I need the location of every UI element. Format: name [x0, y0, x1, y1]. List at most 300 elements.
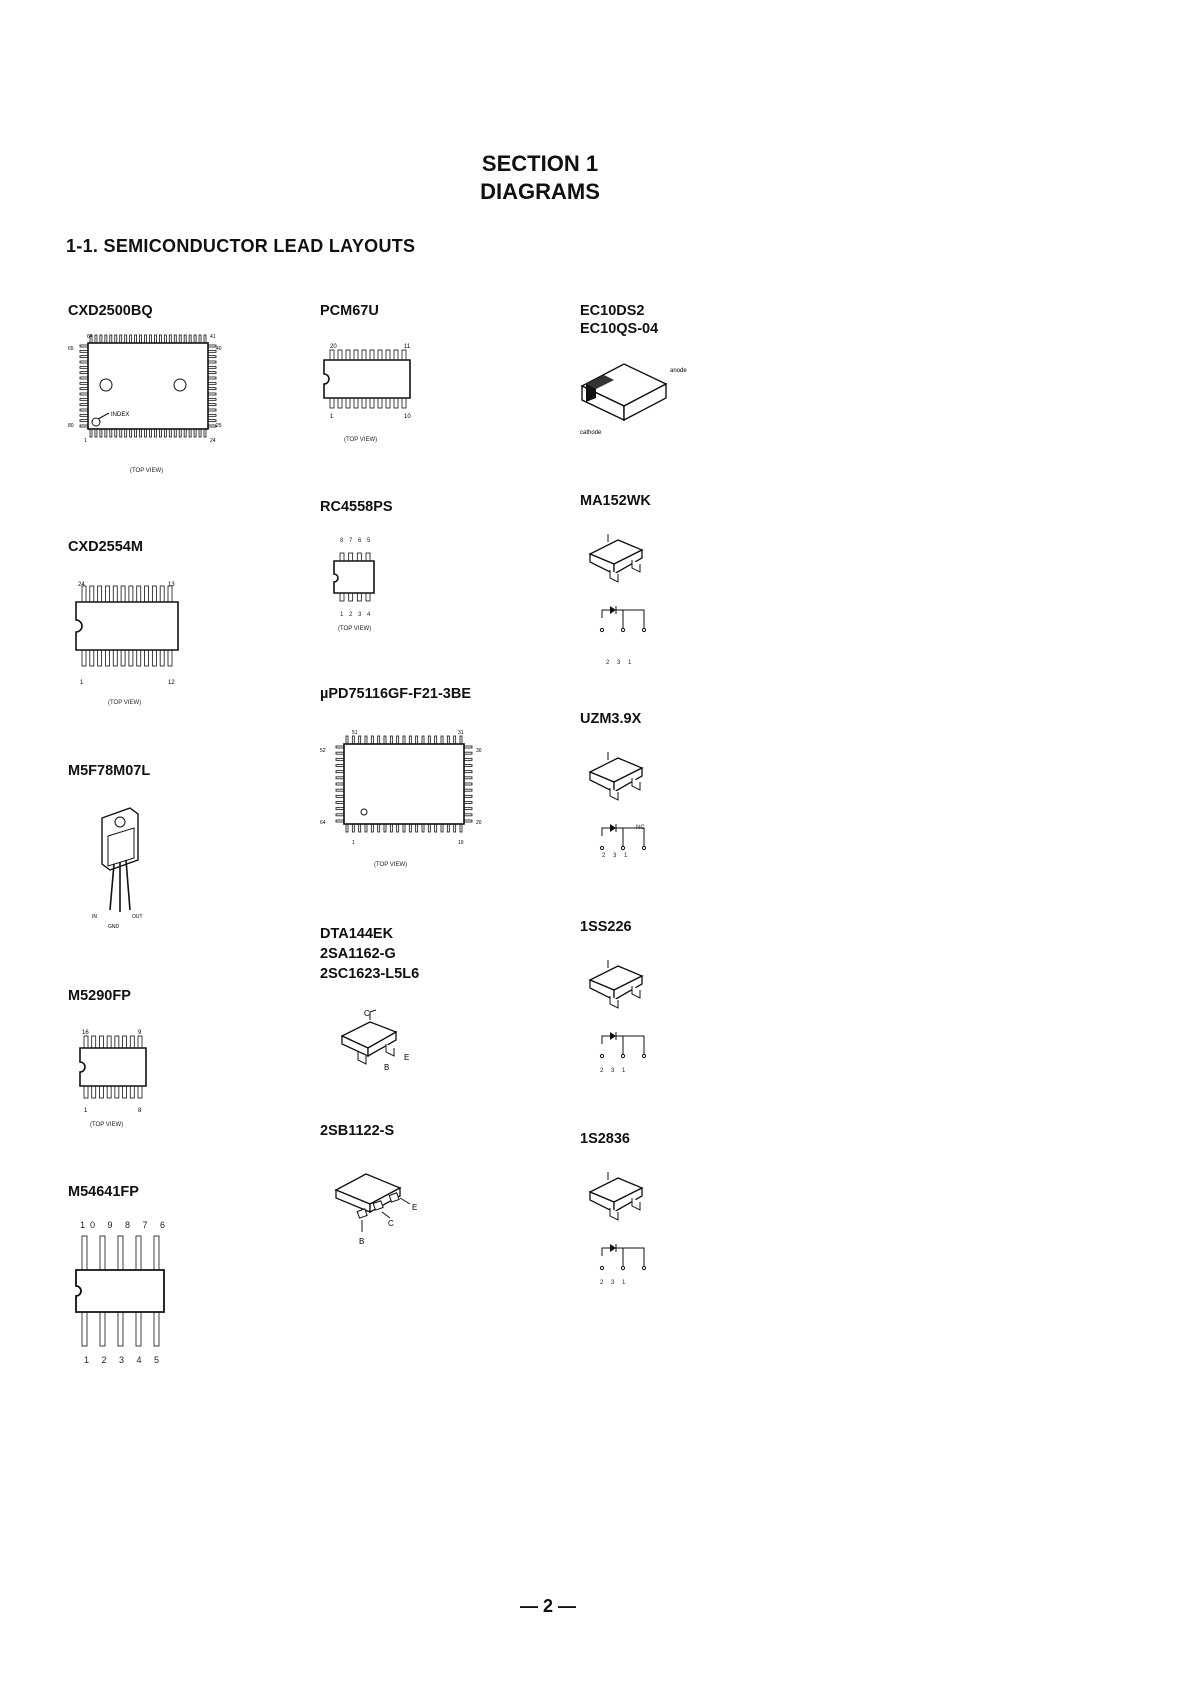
pin [378, 398, 382, 408]
pin [82, 650, 86, 666]
pin-label: 80 [68, 423, 74, 429]
pin [152, 586, 156, 602]
pin [454, 736, 456, 744]
pin [80, 398, 88, 400]
pin [397, 824, 399, 832]
ma152wk-sot23-diagram [588, 530, 678, 670]
pin [340, 593, 344, 601]
pin [378, 350, 382, 360]
pin [402, 350, 406, 360]
pin-label: E [412, 1203, 418, 1212]
pin [352, 736, 354, 744]
pin [121, 650, 125, 666]
pin [464, 752, 472, 754]
pin-numbers-bottom: 1 2 3 4 5 [84, 1355, 165, 1365]
part-label-cxd2554m: CXD2554M [68, 539, 143, 555]
pin [120, 429, 122, 437]
pin [208, 388, 216, 390]
m5f78m07l-to220-diagram [90, 800, 160, 930]
pin [394, 398, 398, 408]
pin [378, 824, 380, 832]
pin [354, 350, 358, 360]
pin [352, 824, 354, 832]
m54641fp-sop-diagram [72, 1232, 172, 1356]
pin [99, 1086, 103, 1098]
pin [107, 1036, 111, 1048]
pin [80, 414, 88, 416]
pin [82, 1236, 87, 1270]
pin [92, 1086, 96, 1098]
pin [346, 350, 350, 360]
pin [84, 1036, 88, 1048]
pin [208, 409, 216, 411]
ec10ds2-diode-diagram [580, 356, 690, 436]
pin [115, 1036, 119, 1048]
pin [130, 1036, 134, 1048]
pin [174, 429, 176, 437]
pin [208, 366, 216, 368]
pin [110, 429, 112, 437]
pin-label: GND [108, 924, 120, 930]
pin-label: 8 [138, 1108, 142, 1114]
pin [336, 765, 344, 767]
pin [365, 736, 367, 744]
schematic-pins: 2 3 1 [602, 853, 631, 859]
pin [208, 414, 216, 416]
schematic-pins: 2 3 1 [600, 1280, 629, 1286]
pin-label: 25 [216, 423, 222, 429]
pin [366, 553, 370, 561]
pin [184, 429, 186, 437]
section-title: SECTION 1 [481, 151, 599, 176]
pin [384, 736, 386, 744]
pin [189, 335, 191, 343]
pin [136, 1312, 141, 1346]
pin [100, 429, 102, 437]
pin [370, 350, 374, 360]
pin [464, 808, 472, 810]
pin [362, 398, 366, 408]
pin-label: 30 [476, 748, 482, 754]
pin [464, 746, 472, 748]
pin-label: 20 [330, 344, 337, 350]
pin [354, 398, 358, 408]
pin [336, 808, 344, 810]
pin [208, 350, 216, 352]
part-label-pcm67u: PCM67U [320, 303, 379, 319]
pin [80, 388, 88, 390]
pin [204, 429, 206, 437]
pin [199, 335, 201, 343]
part-label-dta144ek: DTA144EK [320, 926, 394, 942]
pin [80, 350, 88, 352]
pin [129, 650, 133, 666]
schematic-pins: 2 3 1 [600, 1068, 629, 1074]
pin [371, 736, 373, 744]
1s2836-sot23-diagram [588, 1168, 678, 1292]
pin-label: 41 [210, 334, 216, 340]
pin [464, 789, 472, 791]
pin [340, 553, 344, 561]
pin [359, 736, 361, 744]
part-label-m54641fp: M54641FP [68, 1184, 139, 1200]
pin [125, 335, 127, 343]
pin [336, 820, 344, 822]
pin [370, 398, 374, 408]
pin [208, 382, 216, 384]
pin-label: B [384, 1063, 390, 1072]
part-label-2sb1122: 2SB1122-S [320, 1123, 395, 1139]
pin [149, 335, 151, 343]
pin-label: 24 [210, 438, 216, 444]
top-view-caption: (TOP VIEW) [374, 862, 408, 868]
pin [208, 345, 216, 347]
pin-numbers-bottom: 1 2 3 4 [340, 612, 373, 618]
pin [346, 824, 348, 832]
pin [105, 335, 107, 343]
pin-label: 19 [458, 840, 464, 846]
pin [464, 820, 472, 822]
pin [336, 789, 344, 791]
pin [336, 746, 344, 748]
pin [159, 335, 161, 343]
pin [90, 429, 92, 437]
rc4558ps-dip-diagram [330, 545, 390, 615]
pin [338, 398, 342, 408]
pin [174, 335, 176, 343]
pin [152, 650, 156, 666]
pin [390, 824, 392, 832]
pin-label: 11 [404, 344, 411, 350]
pin-label: 52 [320, 748, 326, 754]
pin [394, 350, 398, 360]
pin [80, 420, 88, 422]
pin [130, 335, 132, 343]
pin [154, 429, 156, 437]
pin [92, 1036, 96, 1048]
pin [99, 1036, 103, 1048]
pin [164, 335, 166, 343]
pin-label: 64 [320, 820, 326, 826]
pin [80, 366, 88, 368]
pin-label: OUT [132, 914, 143, 920]
pin [357, 593, 361, 601]
pin [460, 824, 462, 832]
pin [336, 783, 344, 785]
pin-label: 51 [352, 730, 358, 736]
pin [80, 382, 88, 384]
pin [95, 335, 97, 343]
pin [330, 350, 334, 360]
pin [422, 824, 424, 832]
pin-numbers-top: 10 9 8 7 6 [80, 1220, 171, 1230]
part-label-ec10ds2: EC10DS2 [580, 303, 645, 319]
pin [115, 335, 117, 343]
pin [336, 752, 344, 754]
part-label-1ss226: 1SS226 [580, 919, 632, 935]
pin [184, 335, 186, 343]
pin [179, 429, 181, 437]
index-label: INDEX [111, 412, 130, 418]
pin [359, 824, 361, 832]
pin [416, 736, 418, 744]
pin [441, 824, 443, 832]
top-view-caption: (TOP VIEW) [338, 626, 372, 632]
pin [365, 824, 367, 832]
pin [120, 335, 122, 343]
pin [366, 593, 370, 601]
pin-label: 20 [476, 820, 482, 826]
pin [136, 1236, 141, 1270]
pin [464, 814, 472, 816]
pin-label: 64 [87, 334, 93, 340]
top-view-caption: (TOP VIEW) [90, 1122, 124, 1128]
pin [402, 398, 406, 408]
pin [464, 777, 472, 779]
1ss226-sot23-diagram [588, 956, 678, 1080]
pin [208, 393, 216, 395]
pin [336, 795, 344, 797]
pin [371, 824, 373, 832]
pin [90, 650, 94, 666]
pin-label: 16 [82, 1030, 89, 1036]
pin-label: 24 [78, 582, 85, 588]
pin [137, 586, 141, 602]
pin [129, 586, 133, 602]
m5290fp-sop-diagram [76, 1028, 156, 1118]
pin [208, 398, 216, 400]
pin [145, 586, 149, 602]
pin-label: 9 [138, 1030, 142, 1036]
pin [208, 361, 216, 363]
pin [145, 335, 147, 343]
part-label-ma152wk: MA152WK [580, 493, 651, 509]
pin [168, 586, 172, 602]
pin [82, 586, 86, 602]
pin [82, 1312, 87, 1346]
cxd2554m-sop-diagram [68, 580, 188, 690]
pin [464, 802, 472, 804]
upd75116-qfp-diagram [318, 728, 493, 848]
pin [336, 777, 344, 779]
pin [169, 335, 171, 343]
pin [135, 429, 137, 437]
pin [349, 593, 353, 601]
pin [80, 356, 88, 358]
pin [130, 429, 132, 437]
subsection-heading: 1-1. SEMICONDUCTOR LEAD LAYOUTS [66, 236, 416, 256]
top-view-caption: (TOP VIEW) [108, 700, 142, 706]
pin-label: C [364, 1009, 370, 1018]
part-label-upd75116: µPD75116GF-F21-3BE [320, 686, 472, 702]
pin-label: 1 [330, 414, 334, 420]
pin [118, 1312, 123, 1346]
pin [121, 586, 125, 602]
pin [349, 553, 353, 561]
pin [137, 650, 141, 666]
pin [80, 372, 88, 374]
pin [194, 335, 196, 343]
part-label-2sc1623: 2SC1623-L5L6 [320, 966, 420, 982]
pin [168, 650, 172, 666]
pin-label: B [359, 1237, 365, 1246]
pin [435, 824, 437, 832]
pin [416, 824, 418, 832]
pin [390, 736, 392, 744]
pin [346, 398, 350, 408]
top-view-caption: (TOP VIEW) [344, 437, 378, 443]
pin [123, 1086, 127, 1098]
part-label-uzm39x: UZM3.9X [580, 711, 642, 727]
pin [403, 736, 405, 744]
pin [428, 824, 430, 832]
pin [149, 429, 151, 437]
pin [107, 1086, 111, 1098]
page-number: — 2 — [520, 1596, 577, 1616]
part-label-ec10qs04: EC10QS-04 [580, 321, 659, 337]
pin-label: E [404, 1053, 410, 1062]
pin [346, 736, 348, 744]
part-label-m5f78m07l: M5F78M07L [68, 763, 151, 779]
part-label-rc4558ps: RC4558PS [320, 499, 393, 515]
pin [179, 335, 181, 343]
pin [100, 1236, 105, 1270]
pin [80, 404, 88, 406]
pin [169, 429, 171, 437]
pin [95, 429, 97, 437]
pin-label: 1 [80, 680, 84, 686]
part-label-cxd2500bq: CXD2500BQ [68, 303, 153, 319]
pin [386, 398, 390, 408]
pin-label: 1 [84, 438, 87, 444]
pin [123, 1036, 127, 1048]
pin-label: anode [670, 368, 687, 374]
pin [384, 824, 386, 832]
pin [336, 771, 344, 773]
pin [336, 802, 344, 804]
pin [208, 420, 216, 422]
part-label-1s2836: 1S2836 [580, 1131, 630, 1147]
pin [110, 335, 112, 343]
pin-label: 12 [168, 680, 175, 686]
pin [208, 425, 216, 427]
pin [208, 372, 216, 374]
pin [138, 1086, 142, 1098]
pin [118, 1236, 123, 1270]
pin [336, 758, 344, 760]
pin [80, 377, 88, 379]
pin-label: 1 [352, 840, 355, 846]
part-label-m5290fp: M5290FP [68, 988, 131, 1004]
pin [428, 736, 430, 744]
pin [378, 736, 380, 744]
pin [464, 758, 472, 760]
pin [386, 350, 390, 360]
pin [135, 335, 137, 343]
pin [164, 429, 166, 437]
pin [447, 824, 449, 832]
pin [84, 1086, 88, 1098]
pin [159, 429, 161, 437]
pin [138, 1036, 142, 1048]
pin-label: 40 [216, 346, 222, 352]
pin [409, 736, 411, 744]
pin [464, 783, 472, 785]
pin-label: C [388, 1219, 394, 1228]
pin [154, 1236, 159, 1270]
pin [464, 765, 472, 767]
cxd2500bq-qfp-diagram [66, 330, 236, 455]
pin [208, 377, 216, 379]
pin [435, 736, 437, 744]
pin [336, 814, 344, 816]
pin [208, 356, 216, 358]
dta144ek-sot23-diagram [332, 1008, 422, 1074]
pin [204, 335, 206, 343]
pin [397, 736, 399, 744]
pin [460, 736, 462, 744]
pin [160, 650, 164, 666]
pin [80, 361, 88, 363]
pin [154, 335, 156, 343]
pin [140, 429, 142, 437]
pin [125, 429, 127, 437]
pin [100, 335, 102, 343]
pin [154, 1312, 159, 1346]
pin-numbers-top: 8 7 6 5 [340, 538, 373, 544]
pin [113, 650, 117, 666]
pin [330, 398, 334, 408]
pin [140, 335, 142, 343]
pin [98, 586, 102, 602]
pin [80, 393, 88, 395]
pin [80, 409, 88, 411]
nc-label: NC [636, 825, 645, 831]
pin-label: cathode [580, 430, 602, 436]
top-view-caption: (TOP VIEW) [130, 468, 164, 474]
pin-label: 10 [404, 414, 411, 420]
pin-label: IN [92, 914, 97, 920]
2sb1122-sot89-diagram [330, 1160, 430, 1254]
pin [145, 429, 147, 437]
pin [90, 586, 94, 602]
pin [98, 650, 102, 666]
pin-label: 31 [458, 730, 464, 736]
pin [105, 429, 107, 437]
pin [464, 795, 472, 797]
pin [464, 771, 472, 773]
pin [194, 429, 196, 437]
pin [105, 650, 109, 666]
section-subtitle: DIAGRAMS [480, 179, 600, 204]
schematic-pins: 2 3 1 [606, 660, 635, 666]
pin [100, 1312, 105, 1346]
pin [130, 1086, 134, 1098]
pin [189, 429, 191, 437]
pin-label: 65 [68, 346, 74, 352]
pin [441, 736, 443, 744]
pcm67u-sop-diagram [318, 342, 418, 422]
pin [338, 350, 342, 360]
pin [115, 429, 117, 437]
pin [113, 586, 117, 602]
pin [422, 736, 424, 744]
pin [105, 586, 109, 602]
pin [447, 736, 449, 744]
pin [409, 824, 411, 832]
pin [145, 650, 149, 666]
pin [454, 824, 456, 832]
